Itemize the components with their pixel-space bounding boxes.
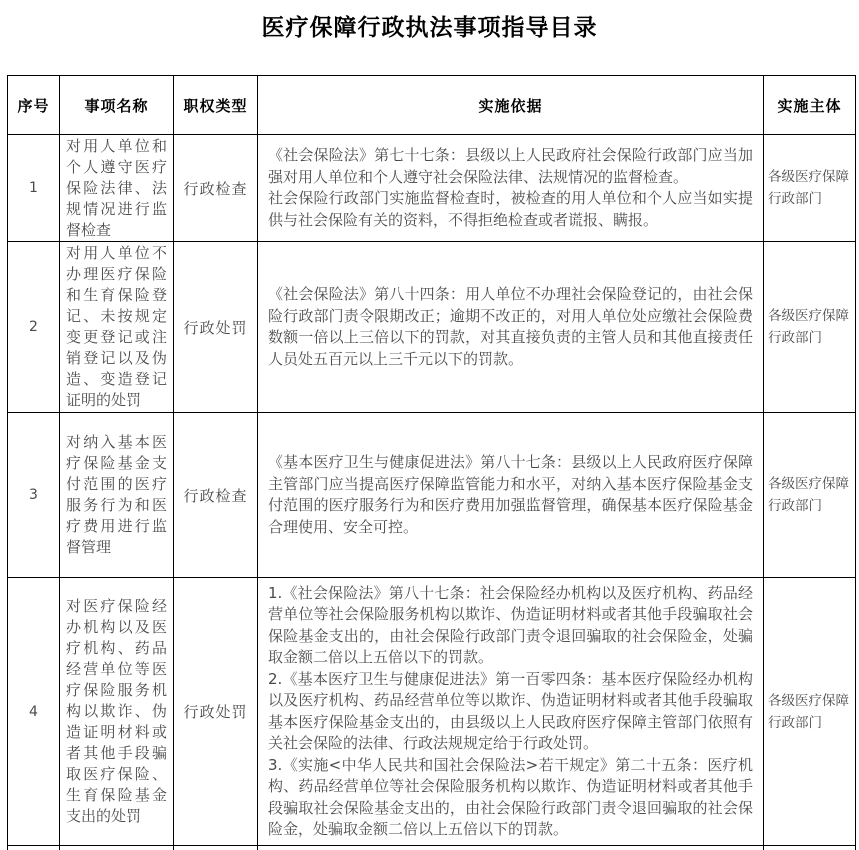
cell-authority-type: 行政检查 (174, 135, 258, 242)
cell-authority-type (174, 846, 258, 850)
cell-implementation-basis (258, 242, 764, 413)
cell-serial: 2 (8, 242, 60, 413)
guidance-catalog-table (7, 75, 856, 850)
basis-paragraph: 3.《实施<中华人民共和国社会保险法>若干规定》第二十五条：医疗机构、药品经营单位等社会保险服务机构以欺诈、伪造证明材料或者其他手段骗取社会保险基金支出的，由社会保险行政部门责令退回骗取的社会保险金，处骗取金额二倍以上五倍以下的罚款。 (268, 755, 753, 838)
header-authority-type: 职权类型 (174, 76, 258, 135)
table-row (8, 135, 856, 242)
cell-implementation-subject (764, 846, 856, 850)
cell-serial: 4 (8, 578, 60, 846)
basis-paragraph: 《社会保险法》第七十七条：县级以上人民政府社会保险行政部门应当加强对用人单位和个人遵守社会保险法律、法规情况的监督检查。 (268, 146, 753, 186)
cell-authority-type: 行政处罚 (174, 578, 258, 846)
basis-paragraph: 2.《基本医疗卫生与健康促进法》第一百零四条：基本医疗保险经办机构以及医疗机构、药品经营单位等以欺诈、伪造证明材料或者其他手段骗取基本医疗保险基金支出的，由县级以上人民政府医疗保障主管部门依照有关社会保险的法律、行政法规规定给于行政处罚。 (268, 669, 753, 752)
page-title: 医疗保障行政执法事项指导目录 (261, 15, 598, 41)
cell-serial (8, 846, 60, 850)
header-item-name: 事项名称 (60, 76, 174, 135)
cell-item-name: 对用人单位不办理医疗保险和生育保险登记、未按规定变更登记或注销登记以及伪造、变造登记证明的处罚 (60, 242, 174, 413)
cell-implementation-basis (258, 135, 764, 242)
cell-implementation-subject: 各级医疗保障行政部门 (764, 135, 856, 242)
cell-implementation-subject: 各级医疗保障行政部门 (764, 578, 856, 846)
header-implementation-basis: 实施依据 (258, 76, 764, 135)
cell-authority-type: 行政检查 (174, 413, 258, 578)
cell-implementation-subject: 各级医疗保障行政部门 (764, 242, 856, 413)
basis-paragraph: 《社会保险法》第八十四条：用人单位不办理社会保险登记的，由社会保险行政部门责令限期改正；逾期不改正的，对用人单位处应缴社会保险费数额一倍以上三倍以下的罚款，对其直接负责的主管人员和其他直接责任人员处五百元以上三千元以下的罚款。 (268, 285, 753, 368)
basis-paragraph: 社会保险行政部门实施监督检查时，被检查的用人单位和个人应当如实提供与社会保险有关的资料，不得拒绝检查或者谎报、瞒报。 (268, 189, 753, 229)
cell-serial: 1 (8, 135, 60, 242)
cell-item-name (60, 846, 174, 850)
cell-item-name: 对纳入基本医疗保险基金支付范围的医疗服务行为和医疗费用进行监督管理 (60, 413, 174, 578)
cell-serial: 3 (8, 413, 60, 578)
cell-authority-type: 行政处罚 (174, 242, 258, 413)
table-row (8, 413, 856, 578)
cell-item-name: 对医疗保险经办机构以及医疗机构、药品经营单位等医疗保险服务机构以欺诈、伪造证明材料或者其他手段骗取医疗保险、生育保险基金支出的处罚 (60, 578, 174, 846)
cell-implementation-basis (258, 846, 764, 850)
cell-item-name: 对用人单位和个人遵守医疗保险法律、法规情况进行监督检查 (60, 135, 174, 242)
cell-implementation-basis (258, 578, 764, 846)
table-row (8, 578, 856, 846)
header-implementation-subject: 实施主体 (764, 76, 856, 135)
cell-implementation-basis (258, 413, 764, 578)
header-row (8, 76, 856, 135)
table-row (8, 242, 856, 413)
table-row-clipped (8, 846, 856, 850)
header-serial: 序号 (8, 76, 60, 135)
basis-paragraph: 1.《社会保险法》第八十七条：社会保险经办机构以及医疗机构、药品经营单位等社会保险服务机构以欺诈、伪造证明材料或者其他手段骗取社会保险基金支出的，由社会保险行政部门责令退回骗取的社会保险金，处骗取金额二倍以上五倍以下的罚款。 (268, 583, 753, 666)
basis-paragraph: 《基本医疗卫生与健康促进法》第八十七条：县级以上人民政府医疗保障主管部门应当提高医疗保障监管能力和水平，对纳入基本医疗保险基金支付范围的医疗服务行为和医疗费用加强监督管理，确保基本医疗保险基金合理使用、安全可控。 (268, 453, 753, 536)
cell-implementation-subject: 各级医疗保障行政部门 (764, 413, 856, 578)
